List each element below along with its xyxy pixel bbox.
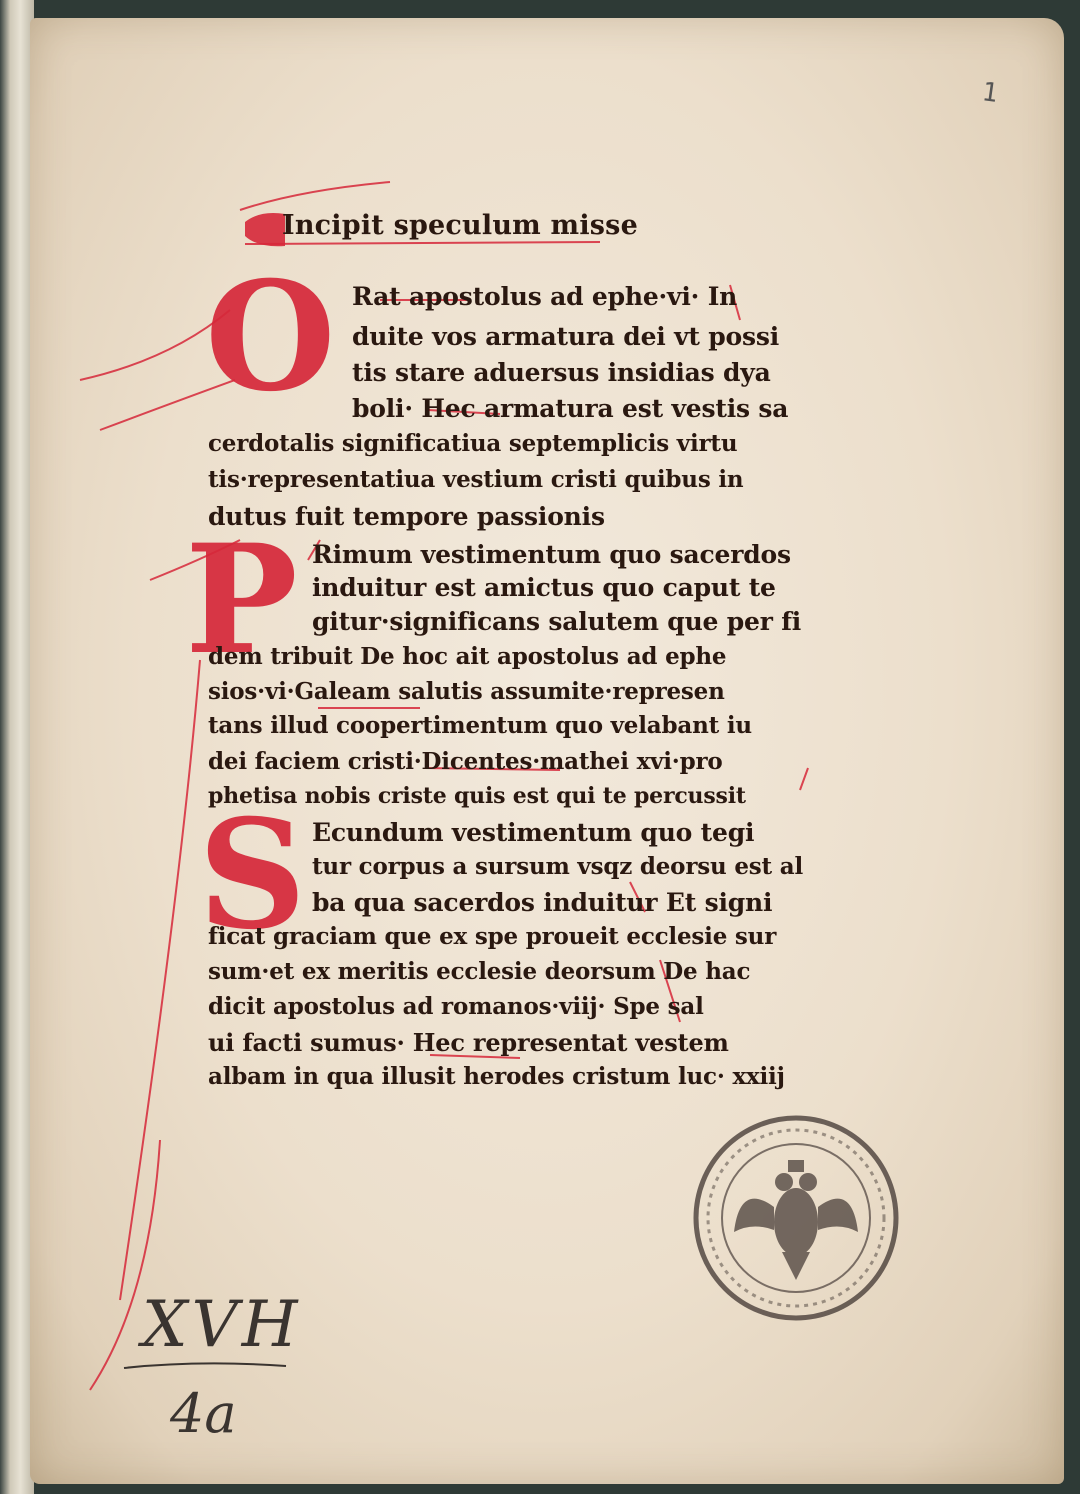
text-line: induitur est amictus quo caput te — [312, 573, 776, 602]
imperial-eagle-stamp-icon — [690, 1112, 902, 1324]
text-line: tis·representatiua vestium cristi quibus in — [208, 466, 744, 493]
text-line: albam in qua illusit herodes cristum luc· xxiij — [208, 1063, 785, 1090]
incipit-heading: Incipit speculum misse — [282, 210, 638, 241]
shelfmark-top: XVH — [142, 1288, 302, 1362]
text-line: dicit apostolus ad romanos·viij· Spe sal — [208, 993, 704, 1020]
text-line: dei faciem cristi·Dicentes·mathei xvi·pro — [208, 748, 723, 775]
text-line: ficat graciam que ex spe proueit ecclesie sur — [208, 923, 777, 950]
initial-s: S — [198, 787, 307, 963]
folio-number: 1 — [979, 77, 1000, 109]
text-line: cerdotalis significatiua septemplicis virtu — [208, 430, 738, 457]
text-line: ba qua sacerdos induitur Et signi — [312, 888, 773, 917]
text-line: duite vos armatura dei vt possi — [352, 322, 780, 351]
text-line: Rat apostolus ad ephe·vi· In — [352, 282, 738, 311]
text-line: phetisa nobis criste quis est qui te percussit — [208, 783, 746, 809]
shelfmark-bottom: 4a — [170, 1382, 237, 1445]
text-line: gitur·significans salutem que per fi — [312, 607, 802, 636]
text-line: ui facti sumus· Hec representat vestem — [208, 1028, 729, 1057]
text-line: sios·vi·Galeam salutis assumite·represen — [208, 678, 725, 705]
text-line: Rimum vestimentum quo sacerdos — [312, 540, 791, 569]
text-line: dutus fuit tempore passionis — [208, 502, 605, 531]
shelfmark-rule — [120, 1358, 290, 1378]
text-line: boli· Hec armatura est vestis sa — [352, 394, 789, 423]
initial-o: O — [205, 249, 336, 425]
text-line: tur corpus a sursum vsqz deorsu est al — [312, 853, 803, 880]
text-line: sum·et ex meritis ecclesie deorsum De hac — [208, 958, 751, 985]
text-line: Ecundum vestimentum quo tegi — [312, 818, 755, 847]
initial-p: P — [185, 512, 298, 688]
text-line: tans illud coopertimentum quo velabant iu — [208, 712, 752, 739]
text-line: dem tribuit De hoc ait apostolus ad ephe — [208, 643, 727, 670]
text-line: tis stare aduersus insidias dya — [352, 358, 771, 387]
